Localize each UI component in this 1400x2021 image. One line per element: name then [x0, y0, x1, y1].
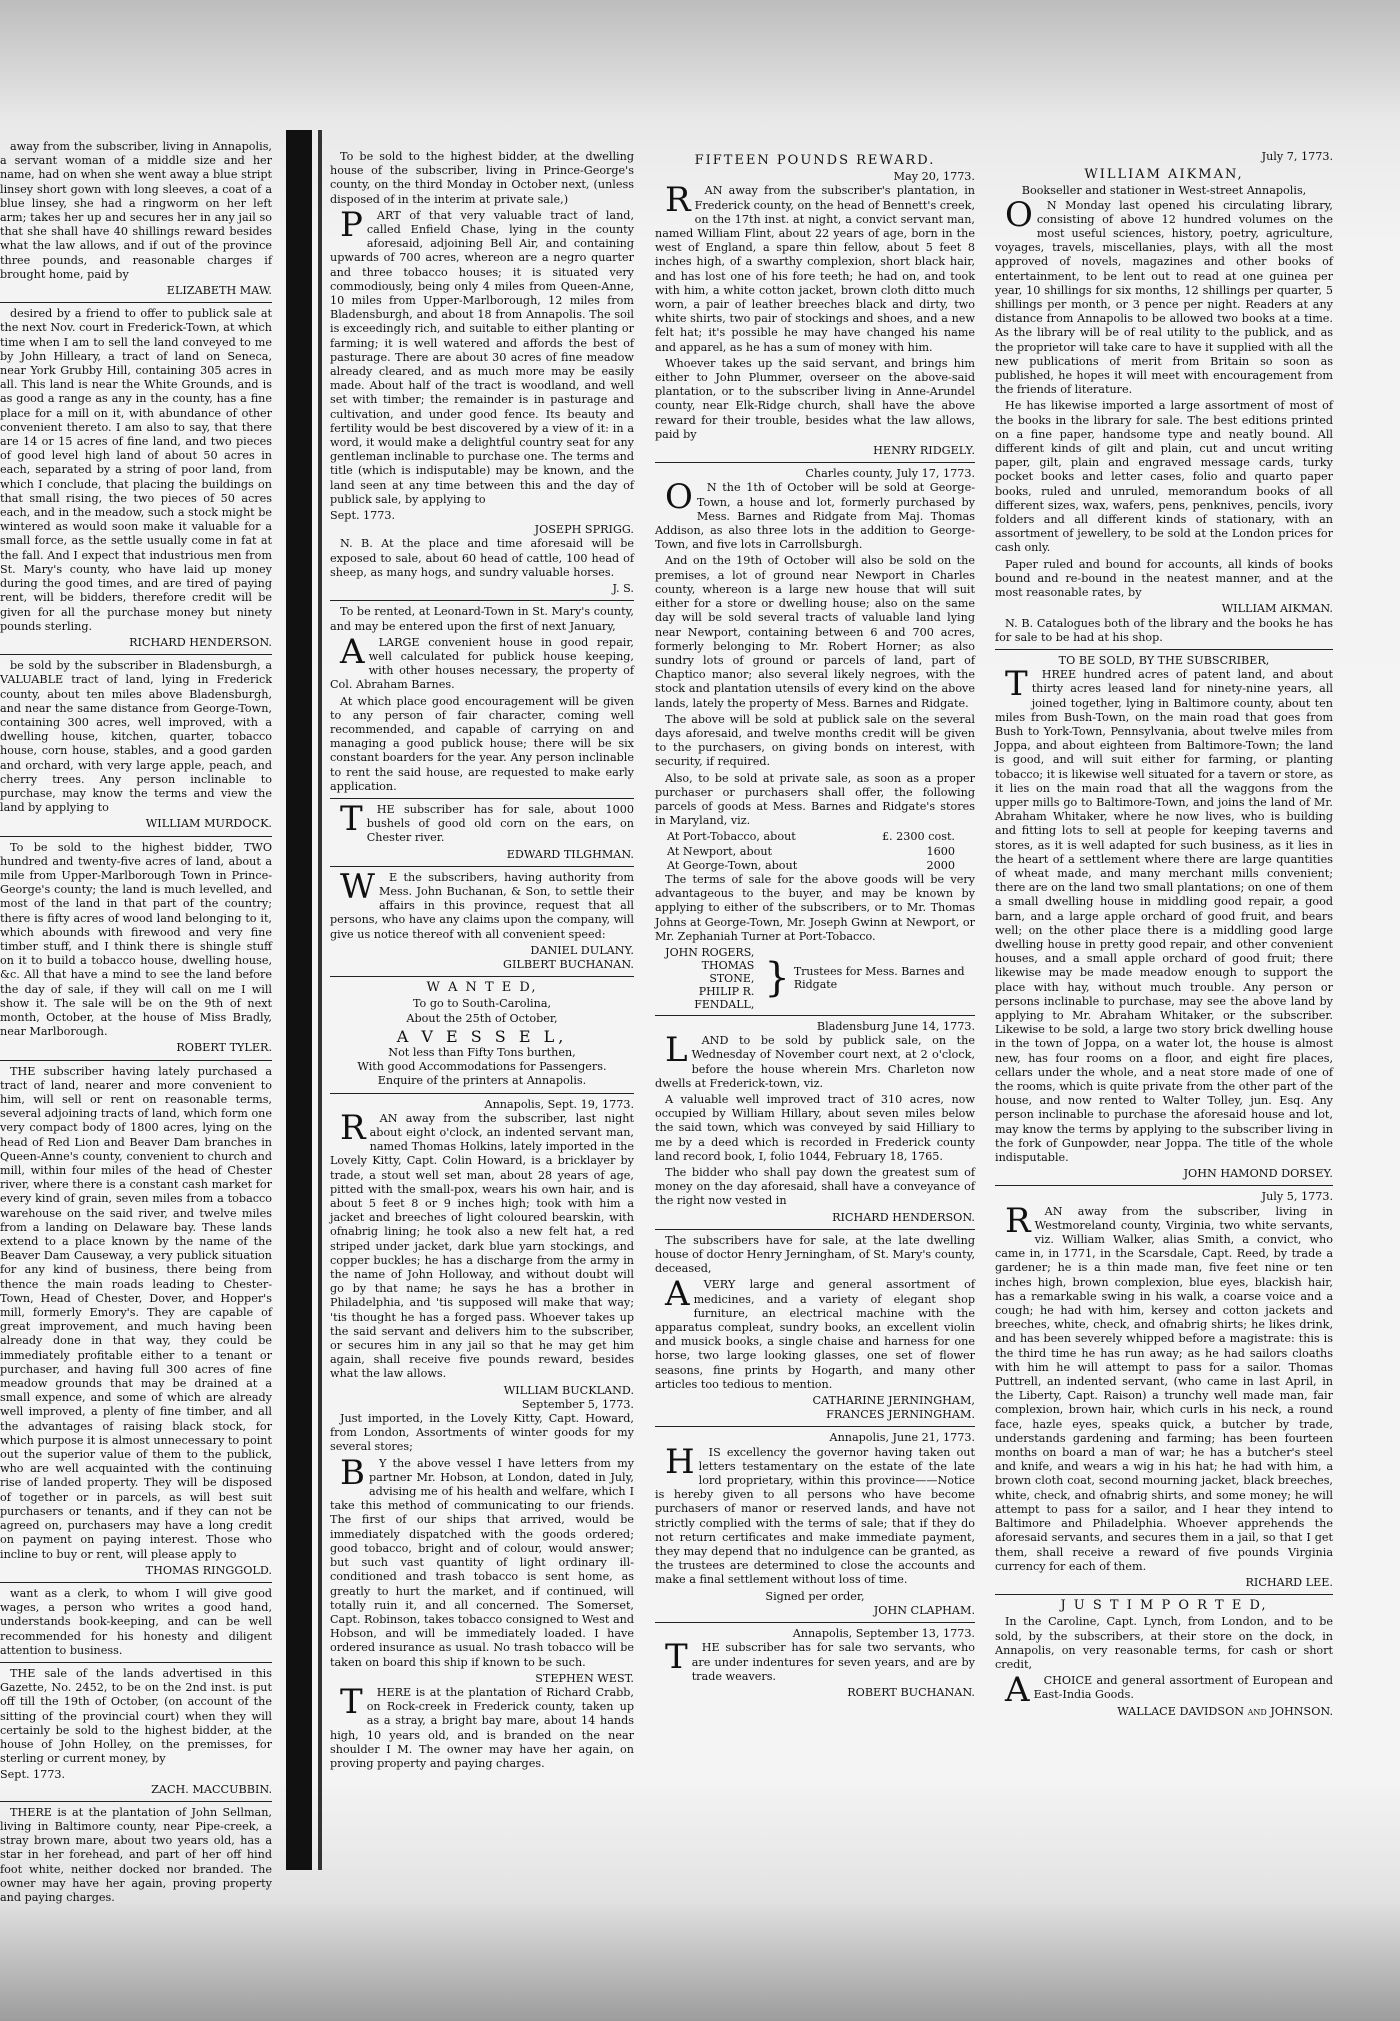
- signature: ZACH. MACCUBBIN.: [151, 1782, 272, 1796]
- advert-text: PART of that very valuable tract of land, called Enfield Chase, lying in the county aforesaid, adjoining Bell Air, and containing upwards of 700 acres, whereon are a negro quarter and three tobacco houses; it is situated very commodiously, being only 4 miles from Queen-Anne, 10 miles from Upper-Marlborough, 12 miles from Bladensburgh, and about 18 from Annapolis. The soil is exceedingly rich, and suitable to either planting or farming; it is well watered and affords the best of pasturage. There are about 30 acres of fine meadow already cleared, and as much more may be easily made. About half of the tract is woodland, and well set with timber; the remainder is in pasturage and cultivation, and under good fence. Its beauty and fertility would be best discovered by a view of it: in a word, it would make a delightful country seat for any gentleman inclinable to purchase one. The terms and title (which is indisputable) may be known, and the land seen at any time between this and the day of publick sale, by applying to: [330, 204, 634, 506]
- column-3: [655, 150, 975, 1850]
- trustee-role: Trustees for Mess. Barnes and Ridgate: [793, 965, 965, 992]
- advert-text: A valuable well improved tract of 310 acres, now occupied by William Hillary, about seven miles below the said town, which was conveyed by said Hilliary to me by a deed which is recorded in Frederick county land record book, I, folio 1044, February 18, 1765.: [655, 1092, 975, 1163]
- advert-text: HIS excellency the governor having taken out letters testamentary on the estate of the late lord proprietary, within this province——Notice is hereby given to all persons who have become purchasers of manor or reserved lands, and have not strictly complied with the terms of sale; that if they do not return certificates and make immediate payment, they may depend that no indulgence can be granted, as the trustees are determined to close the accounts and make a final settlement without loss of time.: [655, 1441, 975, 1587]
- signed-line: Signed per order,: [765, 1589, 865, 1603]
- advert-text: And on the 19th of October will also be sold on the premises, a lot of ground near Newport in Charles county, whereon is a large new house that will suit either for a store or dwelling house; also on the same day will be sold several tracts of valuable land lying near Newport, containing between 6 and 700 acres, formerly belonging to Mr. Robert Horner; as also sundry lots of ground or parcels of land, part of Chaptico manor; also several likely negroes, with the stock and plantation utensils of every kind on the above lands, lately the property of Mess. Barnes and Ridgate.: [655, 554, 975, 710]
- price-place: At Port-Tobacco, about: [667, 830, 796, 844]
- advert-subtitle: Bookseller and stationer in West-street Annapolis,: [1021, 184, 1307, 198]
- advert-text: At which place good encouragement will be given to any person of fair character, coming well recommended, and capable of carrying on and managing a good publick house; there will be six constant boarders for the year. Any person inclinable to rent the said house, are requested to make early application.: [330, 694, 634, 793]
- advert-title: WILLIAM AIKMAN,: [1084, 167, 1244, 183]
- trustees-block: [655, 946, 975, 1011]
- signature: ROBERT BUCHANAN.: [847, 1685, 975, 1699]
- advert-text: THE sale of the lands advertised in this Gazette, No. 2452, to be on the 2nd inst. is put off till the 19th of October, (on account of the sitting of the provincial court) when they will certainly be sold to the highest bidder, at the house of John Holley, on the premisses, for sterling or current money, by: [0, 1666, 272, 1766]
- signature: WALLACE DAVIDSON and JOHNSON.: [1117, 1704, 1333, 1718]
- advert-text: want as a clerk, to whom I will give good wages, a person who writes a good hand, understands book-keeping, and can be well recommended for his honesty and diligent attention to business.: [0, 1586, 272, 1657]
- signature: JOSEPH SPRIGG.: [534, 523, 634, 537]
- wanted-heading: W A N T E D,: [426, 980, 538, 996]
- divider: [0, 1662, 272, 1663]
- advert-date: Sept. 1773.: [0, 1768, 66, 1782]
- divider: [330, 1093, 634, 1094]
- advert-text: THE subscriber has for sale, about 1000 bushels of good old corn on the ears, on Chester river.: [340, 798, 634, 845]
- page-gutter: [286, 130, 312, 1870]
- advert-text: desired by a friend to offer to publick sale at the next Nov. court in Frederick-Town, at which time when I am to sell the land conveyed to me by John Hilleary, a tract of land on Seneca, near York Grubby Hill, containing 305 acres in all. This land is near the White Grounds, and is as good a range as any in the county, has a fine place for a mill on it, with abundance of other convenient thereto. I am also to say, that there are 14 or 15 acres of fine land, and two pieces of good level high land of about 50 acres in each, separated by a string of poor land, from which I conclude, that placing the buildings on that small rising, the two pieces of 50 acres each, and in the meadow, such a stock might be wintered as would soon make it valuable for a small force, as the settle usually come in fat at the fall. And I expect that industrious men from St. Mary's county, who have laid up money during the good times, and are tired of paying rent, will be bidders, therefore credit will be given for all the purchase money but ninety pounds sterling.: [0, 307, 273, 633]
- advert-text: ON the 1th of October will be sold at George-Town, a house and lot, formerly purchased by Mess. Barnes and Ridgate from Maj. Thomas Addison, as also three lots in the addition to George-Town, and five lots in Carrollsburgh.: [655, 477, 975, 552]
- advert-text: Paper ruled and bound for accounts, all kinds of books bound and re-bound in the neatest manner, and at the most reasonable rates, by: [995, 557, 1333, 600]
- advert-lead: To be rented, at Leonard-Town in St. Mary's county, and may be entered upon the first of next January,: [330, 605, 634, 633]
- signature: WILLIAM BUCKLAND.: [503, 1383, 634, 1397]
- signature: FRANCES JERNINGHAM.: [826, 1408, 975, 1422]
- signature: JOHN HAMOND DORSEY.: [1183, 1167, 1333, 1181]
- advert-text: THE subscriber having lately purchased a tract of land, nearer and more convenient to him, will sell or rent on reasonable terms, several adjoining tracts of land, which form one very compact body of 1800 acres, lying on the head of Red Lion and Beaver Dam branches in Queen-Anne's county, convenient to church and mill, within four miles of the head of Chester river, where there is a constant cash market for every kind of grain, seven miles from a tobacco warehouse on the said river, and twelve miles from a landing on Delaware bay. These lands extend to a place known by the name of the Beaver Dam Causeway, a very publick situation for any kind of business, there being from thence the main roads leading to Chester-Town, Head of Chester, Dover, and Hopper's mill, formerly Emory's. They are capable of great improvement, and much having been already done in that way, they could be immediately profitable either to a tenant or purchaser, and having full 300 acres of fine meadow grounds that may be drained at a small expence, and some of which are already well improved, a plenty of fine timber, and all the advantages of raising black stock, for which purpose it is almost unnecessary to point out the superior value of them to the publick, who are well acquainted with the continuing rise of landed property. They will be disposed of together or in parcels, as will best suit purchasers or tenants, and if they can not be agreed on, purchasers may have a long credit on payment on paying interest. Those who incline to buy or rent, will please apply to: [0, 1064, 272, 1561]
- signature: CATHARINE JERNINGHAM,: [812, 1394, 975, 1408]
- wanted-line: About the 25th of October,: [406, 1011, 558, 1025]
- advert-date: May 20, 1773.: [893, 170, 975, 184]
- divider: [655, 1622, 975, 1623]
- initials: J. S.: [612, 582, 634, 596]
- advert-heading: TO BE SOLD, BY THE SUBSCRIBER,: [1058, 653, 1270, 667]
- signature: STEPHEN WEST.: [535, 1671, 634, 1685]
- divider: [0, 302, 272, 303]
- divider: [655, 1229, 975, 1230]
- advert-date: Bladensburg June 14, 1773.: [816, 1019, 975, 1033]
- price-row: [655, 845, 975, 859]
- advert-date: Sept. 1773.: [330, 509, 396, 523]
- signature: HENRY RIDGELY.: [873, 444, 975, 458]
- trustee-names: [655, 946, 760, 1011]
- advert-text: Also, to be sold at private sale, as soon as a proper purchaser or purchasers shall offer, the following parcels of goods at Mess. Barnes and Ridgate's stores in Maryland, viz.: [655, 771, 975, 828]
- wanted-vessel: A V E S S E L,: [396, 1026, 568, 1046]
- column-4: [995, 150, 1333, 1870]
- advert-text: The terms of sale for the above goods will be very advantageous to the buyer, and may be known by applying to either of the subscribers, or to Mr. Thomas Johns at George-Town, Mr. Joseph Gwinn at Newport, or Mr. Zephaniah Turner at Port-Tobacco.: [655, 872, 975, 943]
- advert-date: Annapolis, September 13, 1773.: [792, 1627, 975, 1641]
- price-amount: 2000: [926, 858, 955, 872]
- advert-text: LAND to be sold by publick sale, on the Wednesday of November court next, at 2 o'clock, before the house wherein Mrs. Charleton now dwells at Frederick-town, viz.: [655, 1030, 975, 1090]
- advert-text: THERE is at the plantation of John Sellman, living in Baltimore county, near Pipe-creek, a stray brown mare, about two years old, has a star in her forehead, and part of her off hind foot white, neither docked nor branded. The owner may have her again, proving property and paying charges.: [0, 1805, 272, 1904]
- trustee-name: PHILIP R. FENDALL,: [694, 984, 755, 1011]
- signature: ROBERT TYLER.: [176, 1041, 272, 1055]
- advert-date: Annapolis, June 21, 1773.: [829, 1431, 975, 1445]
- advert-text: THREE hundred acres of patent land, and about thirty acres leased land for ninety-nine years, all joined together, lying in Baltimore county, about ten miles from Bush-Town, on the main road that goes from Bush to York-Town, Pennsylvania, about twelve miles from Joppa, and about eighteen from Baltimore-Town; the land is good, and will suit either for farming, or planting tobacco; it is likewise well situated for a tavern or store, as it lies on the main road that all the waggons from the upper mills go to Baltimore-Town, and joins the land of Mr. Abraham Whitaker, where he now lives, who is building and fitting lots to sell at people for keeping taverns and stores, as it is well adapted for such business, as it lies in the heart of a settlement where there are large quantities of wheat made, and many merchant mills convenient; there are on the land two small plantations; on one of them a small dwelling house in middling good repair, a good barn, and a large apple orchard of good fruit, and bears well; on the other place there is a middling good large dwelling house in pretty good repair, and other convenient houses, and a small apple orchard of good fruit; there likewise may be made meadow enough to support the place with hay, without much trouble. Any person or persons inclinable to purchase, may see the above land by applying to Mr. Abraham Whitaker, or the subscriber. Likewise to be sold, a large two story brick dwelling house in the town of Joppa, on a water lot, the house is almost new, has four rooms on a floor, and eight fire places, cellars under the whole, and a neat store made of one of the rooms, which is quite private from the other part of the house, and now rented to Walter Tolley, jun. Esq. Any person inclinable to purchase the aforesaid house and lot, may know the terms by applying to the subscriber living in the fork of Gunpowder, near Joppa. The title of the whole indisputable.: [995, 664, 1333, 1165]
- price-place: At Newport, about: [667, 844, 773, 858]
- price-amount: 1600: [926, 844, 955, 858]
- divider: [995, 649, 1333, 650]
- advert-text: BY the above vessel I have letters from my partner Mr. Hobson, at London, dated in July, advising me of his health and welfare, which I take this method of communicating to our friends. The first of our ships that arrived, would be immediately dispatched with the goods ordered; good tobacco, bright and of colour, would answer; but such vast quantity of light ordinary ill-conditioned and trash tobacco is sent home, as greatly to hurt the market, and if continued, will totally ruin it, and all concerned. The Somerset, Capt. Robinson, takes tobacco consigned to West and Hobson, and will be immediately loaded. I have ordered insurance as usual. No trash tobacco will be taken on board this ship if known to be such.: [330, 1452, 634, 1669]
- wanted-line: Not less than Fifty Tons burthen,: [388, 1045, 576, 1059]
- signature: RICHARD HENDERSON.: [832, 1210, 975, 1224]
- advert-date: September 5, 1773.: [521, 1397, 634, 1411]
- advert-heading: J U S T I M P O R T E D,: [1060, 1598, 1268, 1614]
- divider: [995, 1185, 1333, 1186]
- trustee-name: THOMAS STONE,: [701, 958, 755, 985]
- advert-text: RAN away from the subscriber's plantation, in Frederick county, on the head of Bennett's creek, on the 17th inst. at night, a convict servant man, named William Flint, about 22 years of age, born in the west of England, a spare thin fellow, about 5 feet 8 inches high, of a swarthy complexion, short black hair, and has lost one of his fore teeth; he had on, and took with him, a white cotton jacket, brown cloth ditto much worn, a pair of leather breeches black and dirty, two white shirts, two pair of stockings and shoes, and a new felt hat; it's possible he may have changed his name and apparel, as he has a sum of money with him.: [655, 180, 975, 354]
- advert-text: He has likewise imported a large assortment of most of the books in the library for sale. The best editions printed on a fine paper, handsome type and neatly bound. All different kinds of gilt and plain, cut and uncut writing paper, gilt, plain and engraved message cards, turky pocket books and letter cases, folio and quarto paper books, ruled and unruled, memorandum books of all different sizes, wax, wafers, pens, penknives, pencils, ivory folders and all different kinds of stationary, with an assortment of jewellery, to be sold at the London prices for cash only.: [995, 399, 1333, 555]
- price-amount: £. 2300 cost.: [881, 830, 955, 844]
- divider: [0, 836, 272, 837]
- advert-text: away from the subscriber, living in Annapolis, a servant woman of a middle size and her name, had on when she went away a blue stript linsey short gown with long sleeves, a coat of a blue linsey, she had a ringworm on her left arm; takes her up and secures her in any jail so that she shall have 40 shillings reward besides what the law allows, and if out of the province three pounds, and reasonable charges if brought home, paid by: [0, 140, 272, 281]
- advert-lead: The subscribers have for sale, at the late dwelling house of doctor Henry Jerningham, of St. Mary's county, deceased,: [655, 1233, 975, 1276]
- divider: [330, 976, 634, 977]
- advert-date: July 5, 1773.: [1261, 1190, 1333, 1204]
- advert-lead: Just imported, in the Lovely Kitty, Capt. Howard, from London, Assortments of winter goods for my several stores;: [330, 1412, 634, 1454]
- divider: [0, 1060, 272, 1061]
- advert-text: ON Monday last opened his circulating library, consisting of above 12 hundred volumes on the most useful sciences, history, poetry, agriculture, voyages, travels, miscellanies, plays, with all the most approved of novels, magazines and other books of entertainment, to be lent out to read at one guinea per year, 10 shillings for six months, 12 shillings per quarter, 5 shillings per month, or 3 pence per night. Readers at any distance from Annapolis to be allowed two books at a time. As the library will be of real utility to the publick, and as the proprietor will take care to have it supplied with all the new publications of merit from Britain so soon as published, he hopes it will meet with encouragement from the friends of literature.: [995, 194, 1333, 397]
- advert-title: FIFTEEN POUNDS REWARD.: [694, 153, 936, 168]
- advert-lead: To be sold to the highest bidder, at the dwelling house of the subscriber, living in Prince-George's county, on the third Monday in October next, (unless disposed of in the interim at private sale,): [330, 150, 634, 206]
- advert-text: ALARGE convenient house in good repair, well calculated for publick house keeping, with other houses necessary, the property of Col. Abraham Barnes.: [330, 631, 634, 692]
- signature: WILLIAM AIKMAN.: [1221, 602, 1333, 616]
- signature: THOMAS RINGGOLD.: [145, 1563, 272, 1577]
- advert-text: To be sold to the highest bidder, TWO hundred and twenty-five acres of land, about a mile from Upper-Marlborough Town in Prince-George's county; the land is much levelled, and most of the land in that part of the country; there is fifty acres of wood land belonging to it, which abounds with firewood and very fine timber stuff, and I think there is shingle stuff on it to build a tobacco house, dwelling house, &c. All that have a mind to see the land before the day of sale, if they will call on me I will show it. The sale will be on the 9th of next month, October, at the house of Miss Bradly, near Marlborough.: [0, 840, 272, 1039]
- advert-text: RAN away from the subscriber, living in Westmoreland county, Virginia, two white servants, viz. William Walker, alias Smith, a convict, who came in, in 1771, in the Scarsdale, Capt. Reed, by trade a gardener; he is a thin made man, five feet nine or ten inches high, brown complexion, blue eyes, blackish hair, has a remarkable swing in his walk, a coarse voice and a cough; he had with him, kersey and cotton jackets and breeches, white, check, and ofnabrig shirts; he likes drink, and has been severely whipped before a magistrate: this is the third time he has run away; as he had sailors cloaths with him he will attempt to pass for a sailor. Thomas Puttrell, an indented servant, (who came in last April, in the Liberty, Capt. Raison) a trunchy well made man, fair complexion, brown hair, which curls in his neck, a round face, hazle eyes, speaks quick, a butcher by trade, understands gardening and farming; has been fourteen months on board a man of war; he has a butcher's steel and knife, and wears a wig in his hat; he had with him, a brown cloth coat, second mourning jacket, black breeches, white, check, and ofnabrig shirts, and some money; he will attempt to pass for a sailor, and I hear they intend to Baltimore and Philadelphia. Whoever apprehends the aforesaid servants, and secures them in a jail, so that I get them, shall receive a reward of five pounds Virginia currency for each of them.: [995, 1200, 1333, 1573]
- advert-text: ACHOICE and general assortment of European and East-India Goods.: [1005, 1670, 1333, 1711]
- advert-text: AVERY large and general assortment of medicines, and a variety of elegant shop furniture, an electrical machine with the apparatus compleat, sundry books, an excellent violin and musick books, a single chaise and harness for one horse, two large looking glasses, one set of flower seasons, fine prints by Hogarth, and many other articles too tedious to mention.: [655, 1274, 975, 1391]
- advert-text: The bidder who shall pay down the greatest sum of money on the day aforesaid, shall have a conveyance of the right now vested in: [655, 1166, 975, 1208]
- divider: [0, 1582, 272, 1583]
- signature: DANIEL DULANY.: [530, 943, 634, 957]
- advert-text: be sold by the subscriber in Bladensburgh, a VALUABLE tract of land, lying in Frederick county, about ten miles above Bladensburgh, and near the same distance from George-Town, containing 300 acres, well improved, with a dwelling house, kitchen, quarter, tobacco house, corn house, stables, and a good garden and orchard, with very large apple, peach, and cherry trees. Any person inclinable to purchase, may know the terms and view the land by applying to: [0, 659, 272, 815]
- advert-text: The above will be sold at publick sale on the several days aforesaid, and twelve months credit will be given to the purchasers, on giving bonds on interest, with security, if required.: [655, 712, 975, 769]
- signature: JOHN CLAPHAM.: [873, 1603, 975, 1617]
- advert-date: Charles county, July 17, 1773.: [805, 467, 975, 481]
- signature: EDWARD TILGHMAN.: [506, 847, 634, 861]
- price-place: At George-Town, about: [667, 858, 798, 872]
- price-row: [655, 830, 975, 844]
- price-row: [655, 859, 975, 873]
- advert-text: THE subscriber has for sale two servants, who are under indentures for seven years, and are by trade weavers.: [665, 1637, 975, 1683]
- column-2: [330, 150, 634, 1870]
- signature: GILBERT BUCHANAN.: [503, 957, 634, 971]
- advert-note: N. B. At the place and time aforesaid will be exposed to sale, about 60 head of cattle, 100 head of sheep, as many hogs, and sundry valuable horses.: [330, 537, 634, 579]
- signature: WILLIAM MURDOCK.: [145, 817, 272, 831]
- divider: [995, 1594, 1333, 1595]
- advert-text: Whoever takes up the said servant, and brings him either to John Plummer, overseer on the above-said plantation, or to the subscriber living in Anne-Arundel county, near Elk-Ridge church, shall have the above reward for their trouble, besides what the law allows, paid by: [655, 356, 975, 441]
- advert-text: In the Caroline, Capt. Lynch, from London, and to be sold, by the subscribers, at their store on the dock, in Annapolis, on very reasonable terms, for cash or short credit,: [995, 1615, 1333, 1671]
- advert-date: Annapolis, Sept. 19, 1773.: [484, 1097, 634, 1111]
- advert-text: RAN away from the subscriber, last night about eight o'clock, an indented servant man, named Thomas Holkins, lately imported in the Lovely Kitty, Capt. Colin Howard, is a bricklayer by trade, a stout well set man, about 28 years of age, pitted with the small-pox, wears his own hair, and is about 5 feet 8 or 9 inches high; took with him a jacket and breeches of light coloured bearskin, with ofnabrig lining; he took also a new felt hat, a red striped under jacket, dark blue yarn stockings, and copper buckles; he has a discharge from the army in the name of John Holloway, and without doubt will go by that name; he says he has a brother in Philadelphia, and 'tis supposed will make that way; 'tis thought he has a forged pass. Whoever takes up the said servant and delivers him to the subscriber, or secures him in any jail so that he may get him again, shall receive five pounds reward, besides what the law allows.: [330, 1107, 634, 1381]
- trustee-name: JOHN ROGERS,: [665, 945, 755, 959]
- wanted-line: With good Accommodations for Passengers.: [357, 1060, 607, 1074]
- signature: RICHARD LEE.: [1245, 1575, 1333, 1589]
- divider: [330, 866, 634, 867]
- divider: [655, 1015, 975, 1016]
- column-1: [0, 140, 273, 1904]
- advert-text: WE the subscribers, having authority from Mess. John Buchanan, & Son, to settle their affairs in this province, request that all persons, who have any claims upon the company, will give us notice thereof with all convenient speed:: [330, 866, 634, 941]
- divider: [330, 600, 634, 601]
- advert-date: July 7, 1773.: [1261, 150, 1333, 163]
- divider: [330, 798, 634, 799]
- advert-text: THERE is at the plantation of Richard Crabb, on Rock-creek in Frederick county, taken up as a stray, a bright bay mare, about 14 hands high, 10 years old, and is branded on the near shoulder I M. The owner may have her again, on proving property and paying charges.: [330, 1681, 634, 1770]
- divider: [655, 462, 975, 463]
- signature: ELIZABETH MAW.: [166, 284, 272, 298]
- page-gutter-edge: [318, 130, 322, 1870]
- wanted-line: To go to South-Carolina,: [412, 997, 552, 1011]
- signature: RICHARD HENDERSON.: [129, 635, 272, 649]
- divider: [0, 1801, 272, 1802]
- advert-note: N. B. Catalogues both of the library and the books he has for sale to be had at his shop.: [995, 616, 1333, 644]
- wanted-line: Enquire of the printers at Annapolis.: [377, 1074, 587, 1088]
- divider: [0, 654, 272, 655]
- divider: [655, 1426, 975, 1427]
- brace-icon: }: [764, 955, 790, 1002]
